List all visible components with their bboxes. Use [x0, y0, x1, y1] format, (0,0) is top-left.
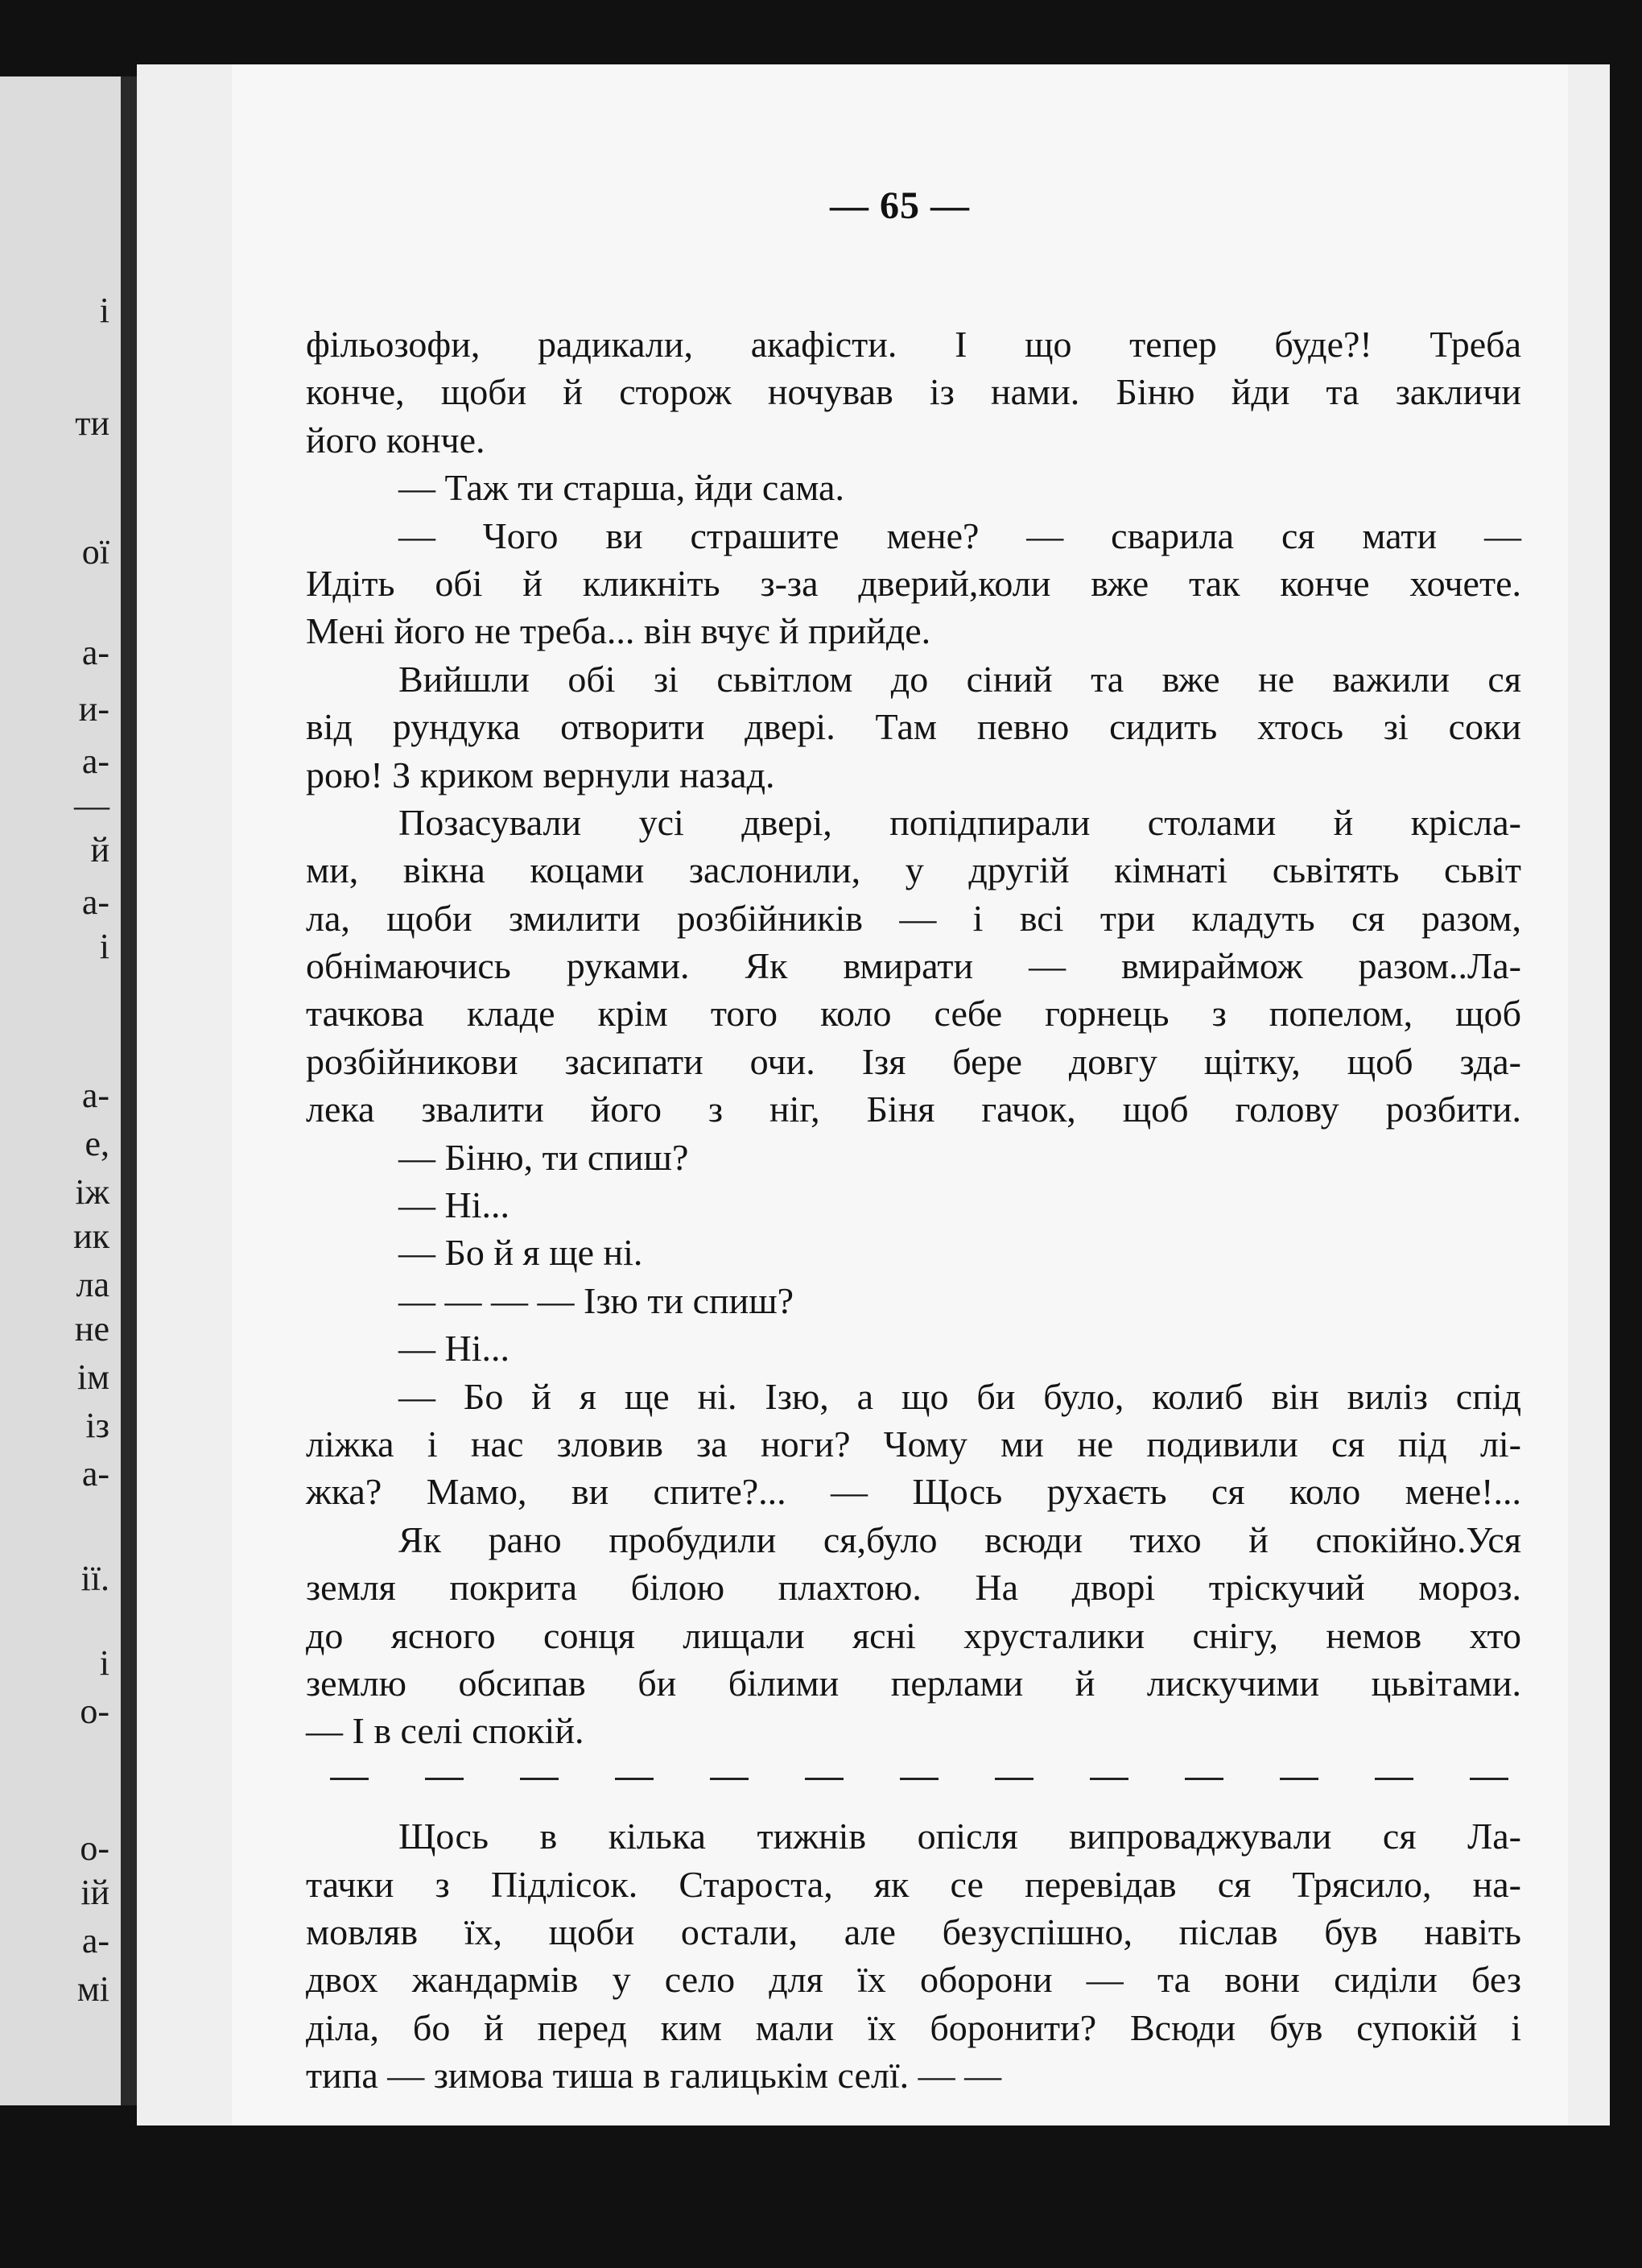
- page-number: — 65 —: [830, 184, 970, 227]
- section-separator: [306, 1755, 1521, 1803]
- text-line: типа — зимова тиша в галицькім селї. — —: [306, 2055, 1002, 2097]
- left-page-fragment: й: [90, 830, 109, 870]
- text-line: ліжка і нас зловив за ноги? Чому ми не подивили ся під лі-: [306, 1423, 1521, 1464]
- left-page-fragment: не: [74, 1309, 109, 1349]
- text-line: ла, щоби змилити розбійників — і всі три кладуть ся разом,: [306, 897, 1521, 939]
- text-line: від рундука отворити двері. Там певно сидить хтось зі соки: [306, 706, 1521, 748]
- separator-dash: [900, 1778, 939, 1780]
- text-line: Идіть обі й кликніть з-за дверий,коли вже так конче хочете.: [306, 562, 1521, 604]
- text-line: його конче.: [306, 419, 485, 461]
- left-page-fragment: ла: [76, 1265, 109, 1304]
- left-page-fragment: ії.: [80, 1559, 109, 1598]
- left-page-fragment: а-: [81, 1076, 109, 1115]
- left-page-fragment: ім: [76, 1357, 109, 1397]
- left-page-fragment: а-: [81, 633, 109, 672]
- left-page-fragment: е,: [85, 1124, 109, 1163]
- left-page-fragment: із: [85, 1406, 109, 1445]
- text-line: двох жандармів у село для їх оборони — та вони сиділи без: [306, 1959, 1521, 2001]
- text-line: — Бо й я ще ні. Ізю, а що би було, колиб він виліз спід: [398, 1375, 1521, 1417]
- book-spine: [121, 76, 137, 2105]
- text-line: Мені його не треба... він вчує й прийде.: [306, 610, 931, 652]
- text-line: землю обсипав би білими перлами й лискучими цьвітами.: [306, 1662, 1521, 1704]
- separator-dash: [1090, 1778, 1128, 1780]
- left-page-fragment: і: [99, 927, 109, 966]
- separator-dash: [995, 1778, 1033, 1780]
- left-facing-page: [0, 76, 121, 2105]
- left-page-fragment: а-: [81, 1454, 109, 1493]
- left-page-fragment: іж: [75, 1172, 109, 1212]
- page-text: [306, 320, 1521, 2099]
- page-body: [232, 64, 1568, 2125]
- separator-dash: [330, 1778, 369, 1780]
- left-page-fragment: о-: [80, 1692, 109, 1731]
- text-line: — — — — Ізю ти спиш?: [398, 1279, 794, 1321]
- text-line: — Бо й я ще ні.: [398, 1232, 643, 1274]
- text-line: конче, щоби й сторож ночував із нами. Біню йди та закличи: [306, 371, 1521, 413]
- separator-dash: [1185, 1778, 1223, 1780]
- text-line: обнімаючись руками. Як вмирати — вмираймож разом..Ла-: [306, 945, 1521, 987]
- text-line: Щось в кілька тижнів опісля випроваджували ся Ла-: [398, 1816, 1521, 1857]
- left-page-fragment: а-: [81, 882, 109, 922]
- separator-dash: [1470, 1778, 1508, 1780]
- text-line: рою! З криком вернули назад.: [306, 754, 775, 795]
- text-line: — Ні...: [398, 1184, 510, 1226]
- text-line: Як рано пробудили ся,було всюди тихо й спокійно.Уся: [398, 1518, 1521, 1560]
- text-line: — Таж ти старша, йди сама.: [398, 467, 844, 509]
- left-page-fragment: —: [74, 786, 109, 825]
- separator-dash: [1280, 1778, 1318, 1780]
- separator-dash: [1375, 1778, 1413, 1780]
- text-line: діла, бо й перед ким мали їх боронити? Всюди був супокій і: [306, 2006, 1521, 2048]
- separator-dash: [425, 1778, 464, 1780]
- left-page-fragment: ти: [75, 403, 109, 443]
- left-page-fragment: ої: [81, 532, 109, 572]
- text-line: тачкова кладе крім того коло себе горнець з попелом, щоб: [306, 993, 1521, 1035]
- text-line: — Чого ви страшите мене? — сварила ся мати —: [398, 514, 1521, 556]
- text-line: Вийшли обі зі сьвітлом до сіний та вже не важили ся: [398, 658, 1521, 700]
- text-line: земля покрита білою плахтою. На дворі тріскучий мороз.: [306, 1567, 1521, 1609]
- separator-dash: [615, 1778, 654, 1780]
- text-line: фільозофи, радикали, акафісти. І що тепер буде?! Треба: [306, 324, 1521, 365]
- left-page-fragment: а-: [81, 742, 109, 781]
- left-page-fragment: і: [99, 291, 109, 330]
- separator-dash: [710, 1778, 749, 1780]
- left-page-fragment: і: [99, 1643, 109, 1683]
- book-page: [137, 64, 1610, 2125]
- left-page-fragment: мі: [76, 1969, 109, 2009]
- separator-gap: [306, 1803, 1521, 1812]
- separator-dash: [805, 1778, 844, 1780]
- left-page-fragment: о-: [80, 1828, 109, 1868]
- text-line: — Ні...: [398, 1328, 510, 1369]
- text-line: лека звалити його з ніг, Біня гачок, щоб голову розбити.: [306, 1089, 1521, 1130]
- text-line: мовляв їх, щоби остали, але безуспішно, післав був навіть: [306, 1911, 1521, 1952]
- left-page-fragment: ій: [80, 1873, 109, 1912]
- text-line: тачки з Підлісок. Староста, як се перевідав ся Трясило, на-: [306, 1863, 1521, 1905]
- text-line: ми, вікна коцами заслонили, у другій кімнаті сьвітять сьвіт: [306, 849, 1521, 891]
- left-page-fragment: а-: [81, 1921, 109, 1960]
- text-line: жка? Мамо, ви спите?... — Щось рухаєть ся коло мене!...: [306, 1471, 1521, 1513]
- left-page-fragment: и-: [78, 689, 109, 729]
- text-line: — І в селі спокій.: [306, 1710, 584, 1752]
- text-line: — Біню, ти спиш?: [398, 1136, 689, 1178]
- text-line: розбійникови засипати очи. Ізя бере довгу щітку, щоб зда-: [306, 1040, 1521, 1082]
- left-page-fragment: ик: [73, 1217, 109, 1256]
- text-line: до ясного сонця лищали ясні хрусталики снігу, немов хто: [306, 1614, 1521, 1656]
- separator-dash: [520, 1778, 559, 1780]
- text-line: Позасували усі двері, попідпирали столами й крісла-: [398, 801, 1521, 843]
